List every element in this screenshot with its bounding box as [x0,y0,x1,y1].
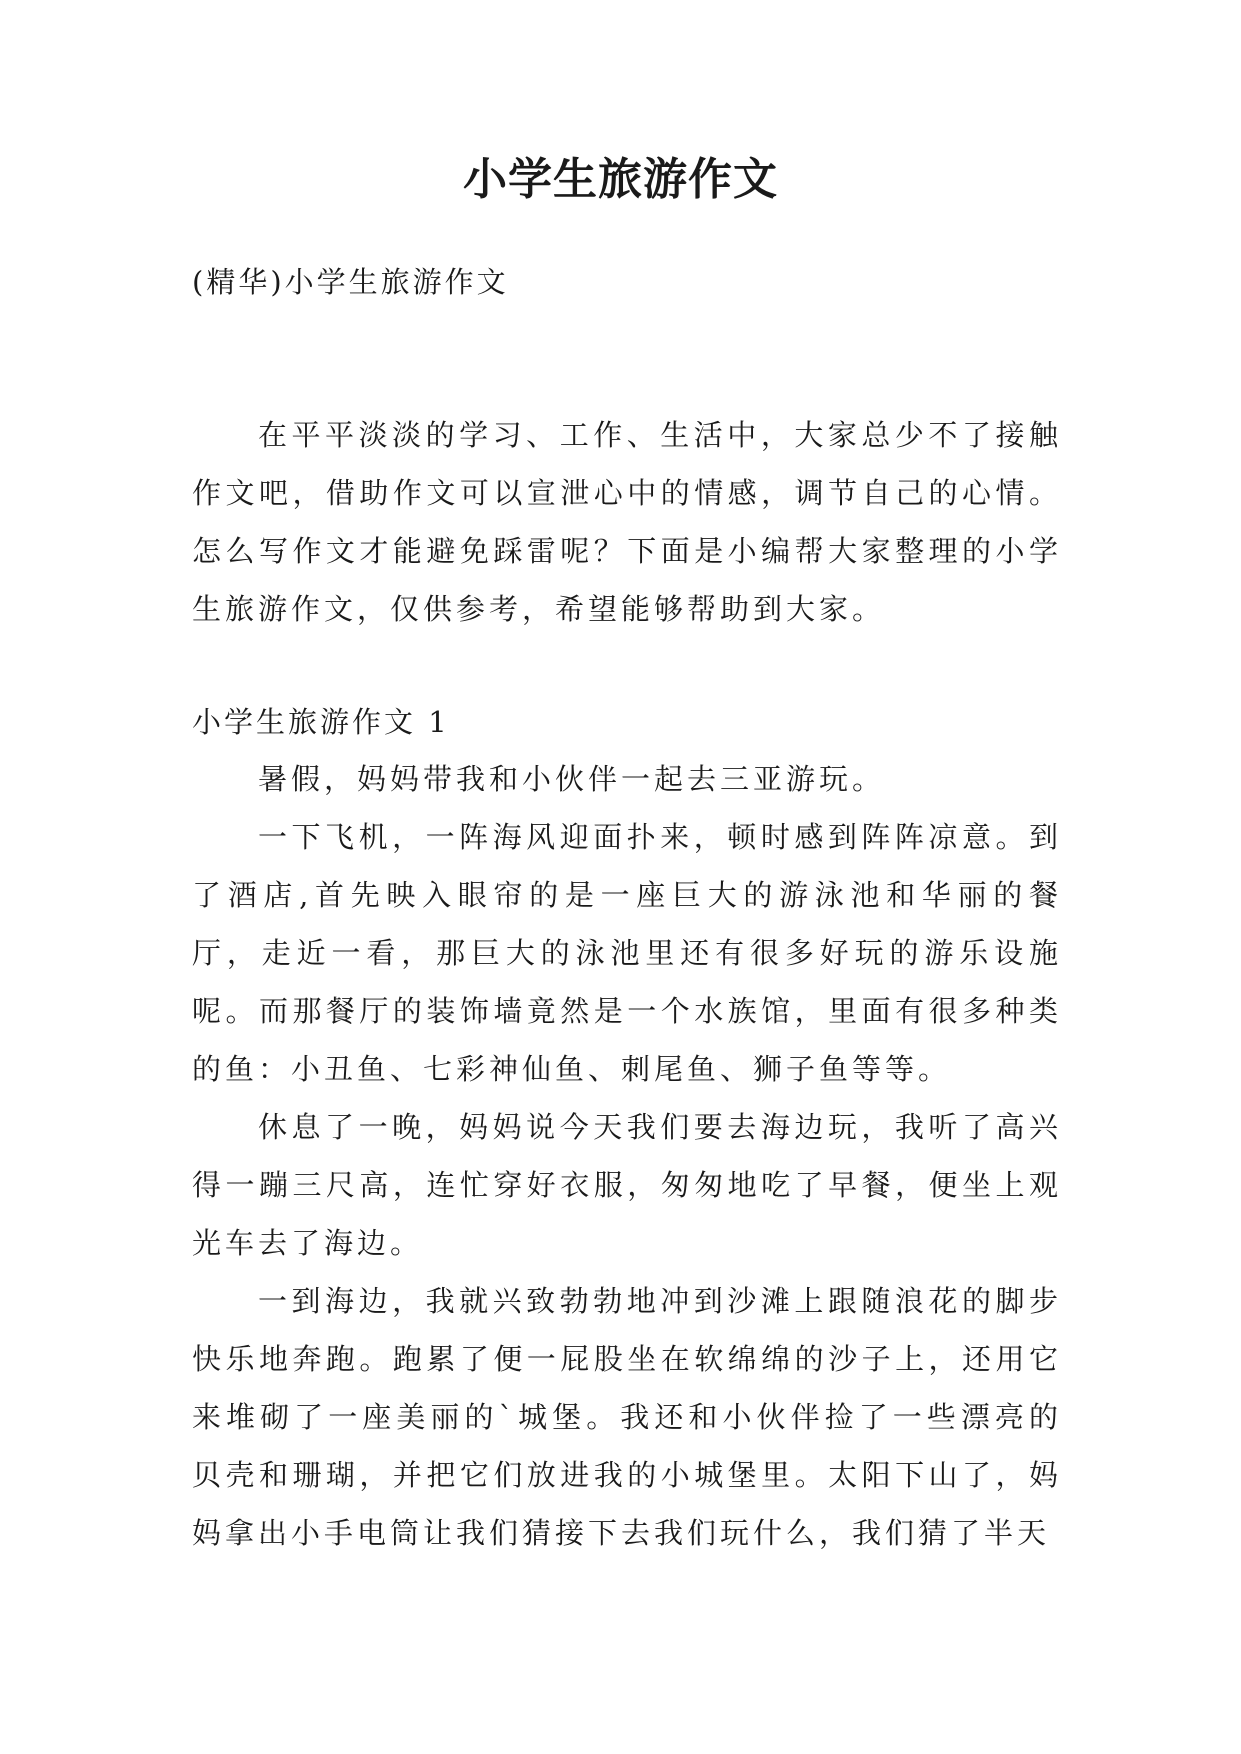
body-paragraph-4: 一到海边，我就兴致勃勃地冲到沙滩上跟随浪花的脚步快乐地奔跑。跑累了便一屁股坐在软绵绵的沙子上，还用它来堆砌了一座美丽的`城堡。我还和小伙伴捡了一些漂亮的贝壳和珊瑚，并把它们放进我的小城堡里。太阳下山了，妈妈拿出小手电筒让我们猜接下去我们玩什么，我们猜了半天 [192,1284,1062,1550]
body-paragraph-2: 一下飞机，一阵海风迎面扑来，顿时感到阵阵凉意。到了酒店,首先映入眼帘的是一座巨大的游泳池和华丽的餐厅，走近一看，那巨大的泳池里还有很多好玩的游乐设施呢。而那餐厅的装饰墙竟然是一个水族馆，里面有很多种类的鱼：小丑鱼、七彩神仙鱼、刺尾鱼、狮子鱼等等。 [192,820,1062,1086]
document-subtitle: (精华)小学生旅游作文 [192,265,509,299]
body-paragraph-3: 休息了一晚，妈妈说今天我们要去海边玩，我听了高兴得一蹦三尺高，连忙穿好衣服，匆匆地吃了早餐，便坐上观光车去了海边。 [192,1110,1062,1260]
body-paragraph-1: 暑假，妈妈带我和小伙伴一起去三亚游玩。 [258,762,886,796]
document-title: 小学生旅游作文 [463,154,778,205]
section-heading: 小学生旅游作文 1 [192,705,450,739]
intro-paragraph: 在平平淡淡的学习、工作、生活中，大家总少不了接触作文吧，借助作文可以宣泄心中的情感，调节自己的心情。怎么写作文才能避免踩雷呢？下面是小编帮大家整理的小学生旅游作文，仅供参考，希望能够帮助到大家。 [192,418,1062,626]
